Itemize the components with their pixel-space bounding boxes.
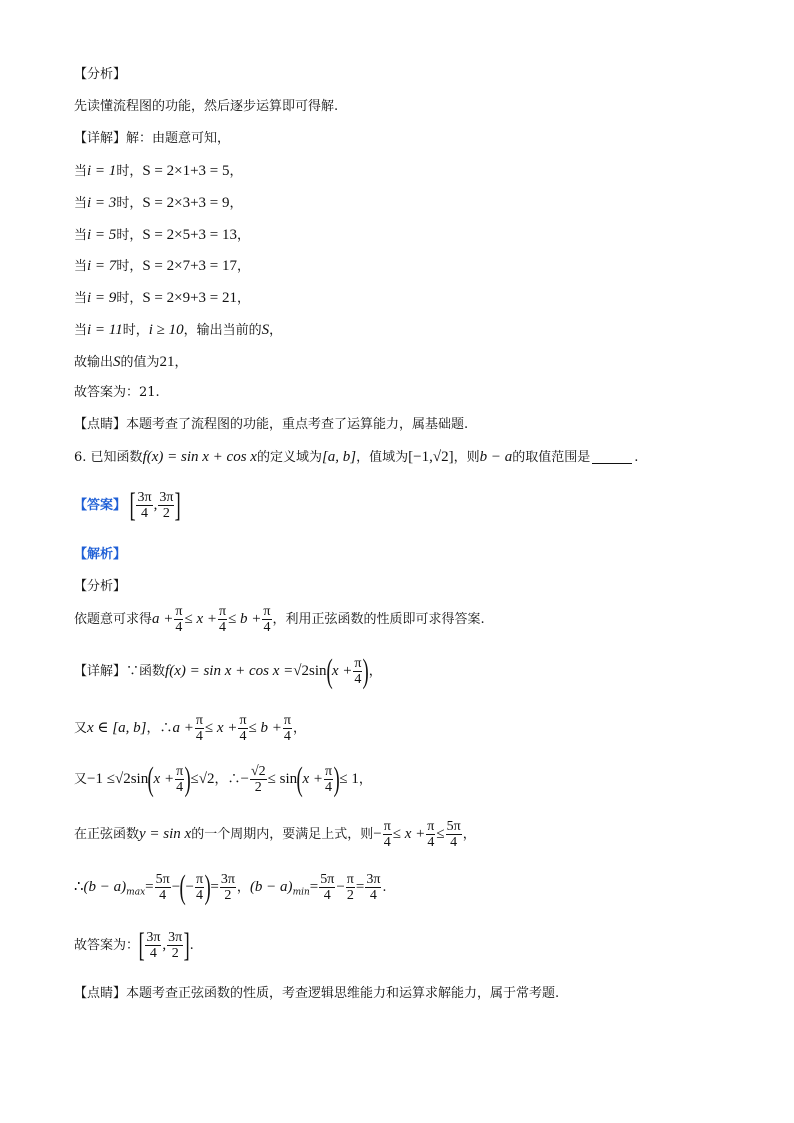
step-line: 当i = 5时，S = 2×5+3 = 13， [74, 227, 251, 243]
answer-line-1: 故答案为：21. [74, 385, 160, 400]
final-answer-line: 故答案为：[ $\frac{3\pi}{4}$ , $\frac{3\pi}{2}$ ]. [74, 926, 194, 964]
xiangjie-2-label: 【详解】 [74, 664, 127, 679]
step-line: 当i = 1时，S = 2×1+3 = 5， [74, 163, 243, 179]
answer-blank [592, 463, 632, 464]
step-eq: S = 2×7+3 = 17 [142, 258, 238, 274]
xiangjie-1-line [74, 130, 230, 148]
step-i: i = 7 [87, 258, 117, 274]
jiexi-label: 【解析】 [74, 547, 127, 562]
step-eq: S = 2×1+3 = 5 [142, 163, 230, 179]
question-6: 6. 已知函数f(x) = sin x + cos x的定义域为[a, b]，值域为[−1,√2]，则b − a的取值范围是 . [74, 449, 639, 465]
dianjing-2-line [74, 985, 559, 1003]
zhengxian-line: 在正弦函数y = sin x的一个周期内，要满足上式，则− $\frac{\pi}{4}$ ≤ x + $\frac{\pi}{4}$ ≤ $\frac{5\pi}{4}$ ， [74, 819, 476, 850]
function-def: f(x) = sin x + cos x [142, 449, 257, 465]
step-line: 当i = 3时，S = 2×3+3 = 9， [74, 195, 243, 211]
dianjing-1-line [74, 416, 468, 434]
fenxi-2-line: 依题意可求得a + $\frac{\pi}{4}$ ≤ x + $\frac{\pi}{4}$ ≤ b + $\frac{\pi}{4}$ ，利用正弦函数的性质即可求得答案. [74, 604, 485, 635]
step-i: i = 3 [87, 195, 117, 211]
domain: [a, b] [321, 449, 357, 465]
step-line: 当i = 7时，S = 2×7+3 = 17， [74, 258, 251, 274]
xiangjie-1-text: 解：由题意可知， [126, 131, 231, 146]
step-line-final: 当i = 11时，i ≥ 10，输出当前的S， [74, 322, 283, 338]
you-line-2: 又−1 ≤√2sin(x + $\frac{\pi}{4}$ )≤√2，∴− $\frac{√2}{2}$ ≤ sin(x + $\frac{\pi}{4}$ )≤ 1， [74, 760, 372, 798]
step-i: i = 1 [87, 163, 117, 179]
dianjing-2-text: 本题考查正弦函数的性质，考查逻辑思维能力和运算求解能力，属于常考题. [126, 986, 560, 1001]
question-number: 6. [74, 450, 87, 465]
answer-label: 【答案】 [74, 498, 127, 513]
section-fenxi-1: 【分析】 [74, 67, 127, 82]
step-i: i = 5 [87, 227, 117, 243]
dianjing-1-label: 【点睛】 [74, 417, 127, 432]
xiangjie-1-label: 【详解】 [74, 131, 127, 146]
max-min-line: ∴(b − $a)_{max}=$ $\frac{5\pi}{4}$ −(− $\frac{\pi}{4}$ )= $\frac{3\pi}{2}$ ，$(b - a)_{min}=$ $\frac{5\pi}{4}$ − $\frac{\pi}{2}$ = $\frac{3\pi}{4}$ . [74, 868, 387, 906]
xiangjie-2-line: 【详解】∵函数f(x) = sin x + cos x =√2sin(x + $\frac{\pi}{4}$ )， [74, 652, 382, 690]
step-eq: S = 2×5+3 = 13 [142, 227, 238, 243]
range: [−1,√2] [408, 449, 454, 465]
section-fenxi-2: 【分析】 [74, 579, 127, 594]
fenxi-1-text: 先读懂流程图的功能，然后逐步运算即可得解. [74, 99, 339, 114]
step-eq: S = 2×9+3 = 21 [142, 290, 238, 306]
dianjing-2-label: 【点睛】 [74, 986, 127, 1001]
step-line: 当i = 9时，S = 2×9+3 = 21， [74, 290, 251, 306]
step-eq: S = 2×3+3 = 9 [142, 195, 230, 211]
output-line: 故输出S的值为21， [74, 354, 188, 370]
step-i: i = 9 [87, 290, 117, 306]
answer-line: 【答案】 [ $\frac{3\pi}{4}$ , $\frac{3\pi}{2}$ ] [74, 486, 182, 524]
you-line-1: 又x ∈ [a, b]，∴a + $\frac{\pi}{4}$ ≤ x + $\frac{\pi}{4}$ ≤ b + $\frac{\pi}{4}$ ， [74, 713, 306, 744]
dianjing-1-text: 本题考查了流程图的功能，重点考查了运算能力，属基础题. [126, 417, 469, 432]
